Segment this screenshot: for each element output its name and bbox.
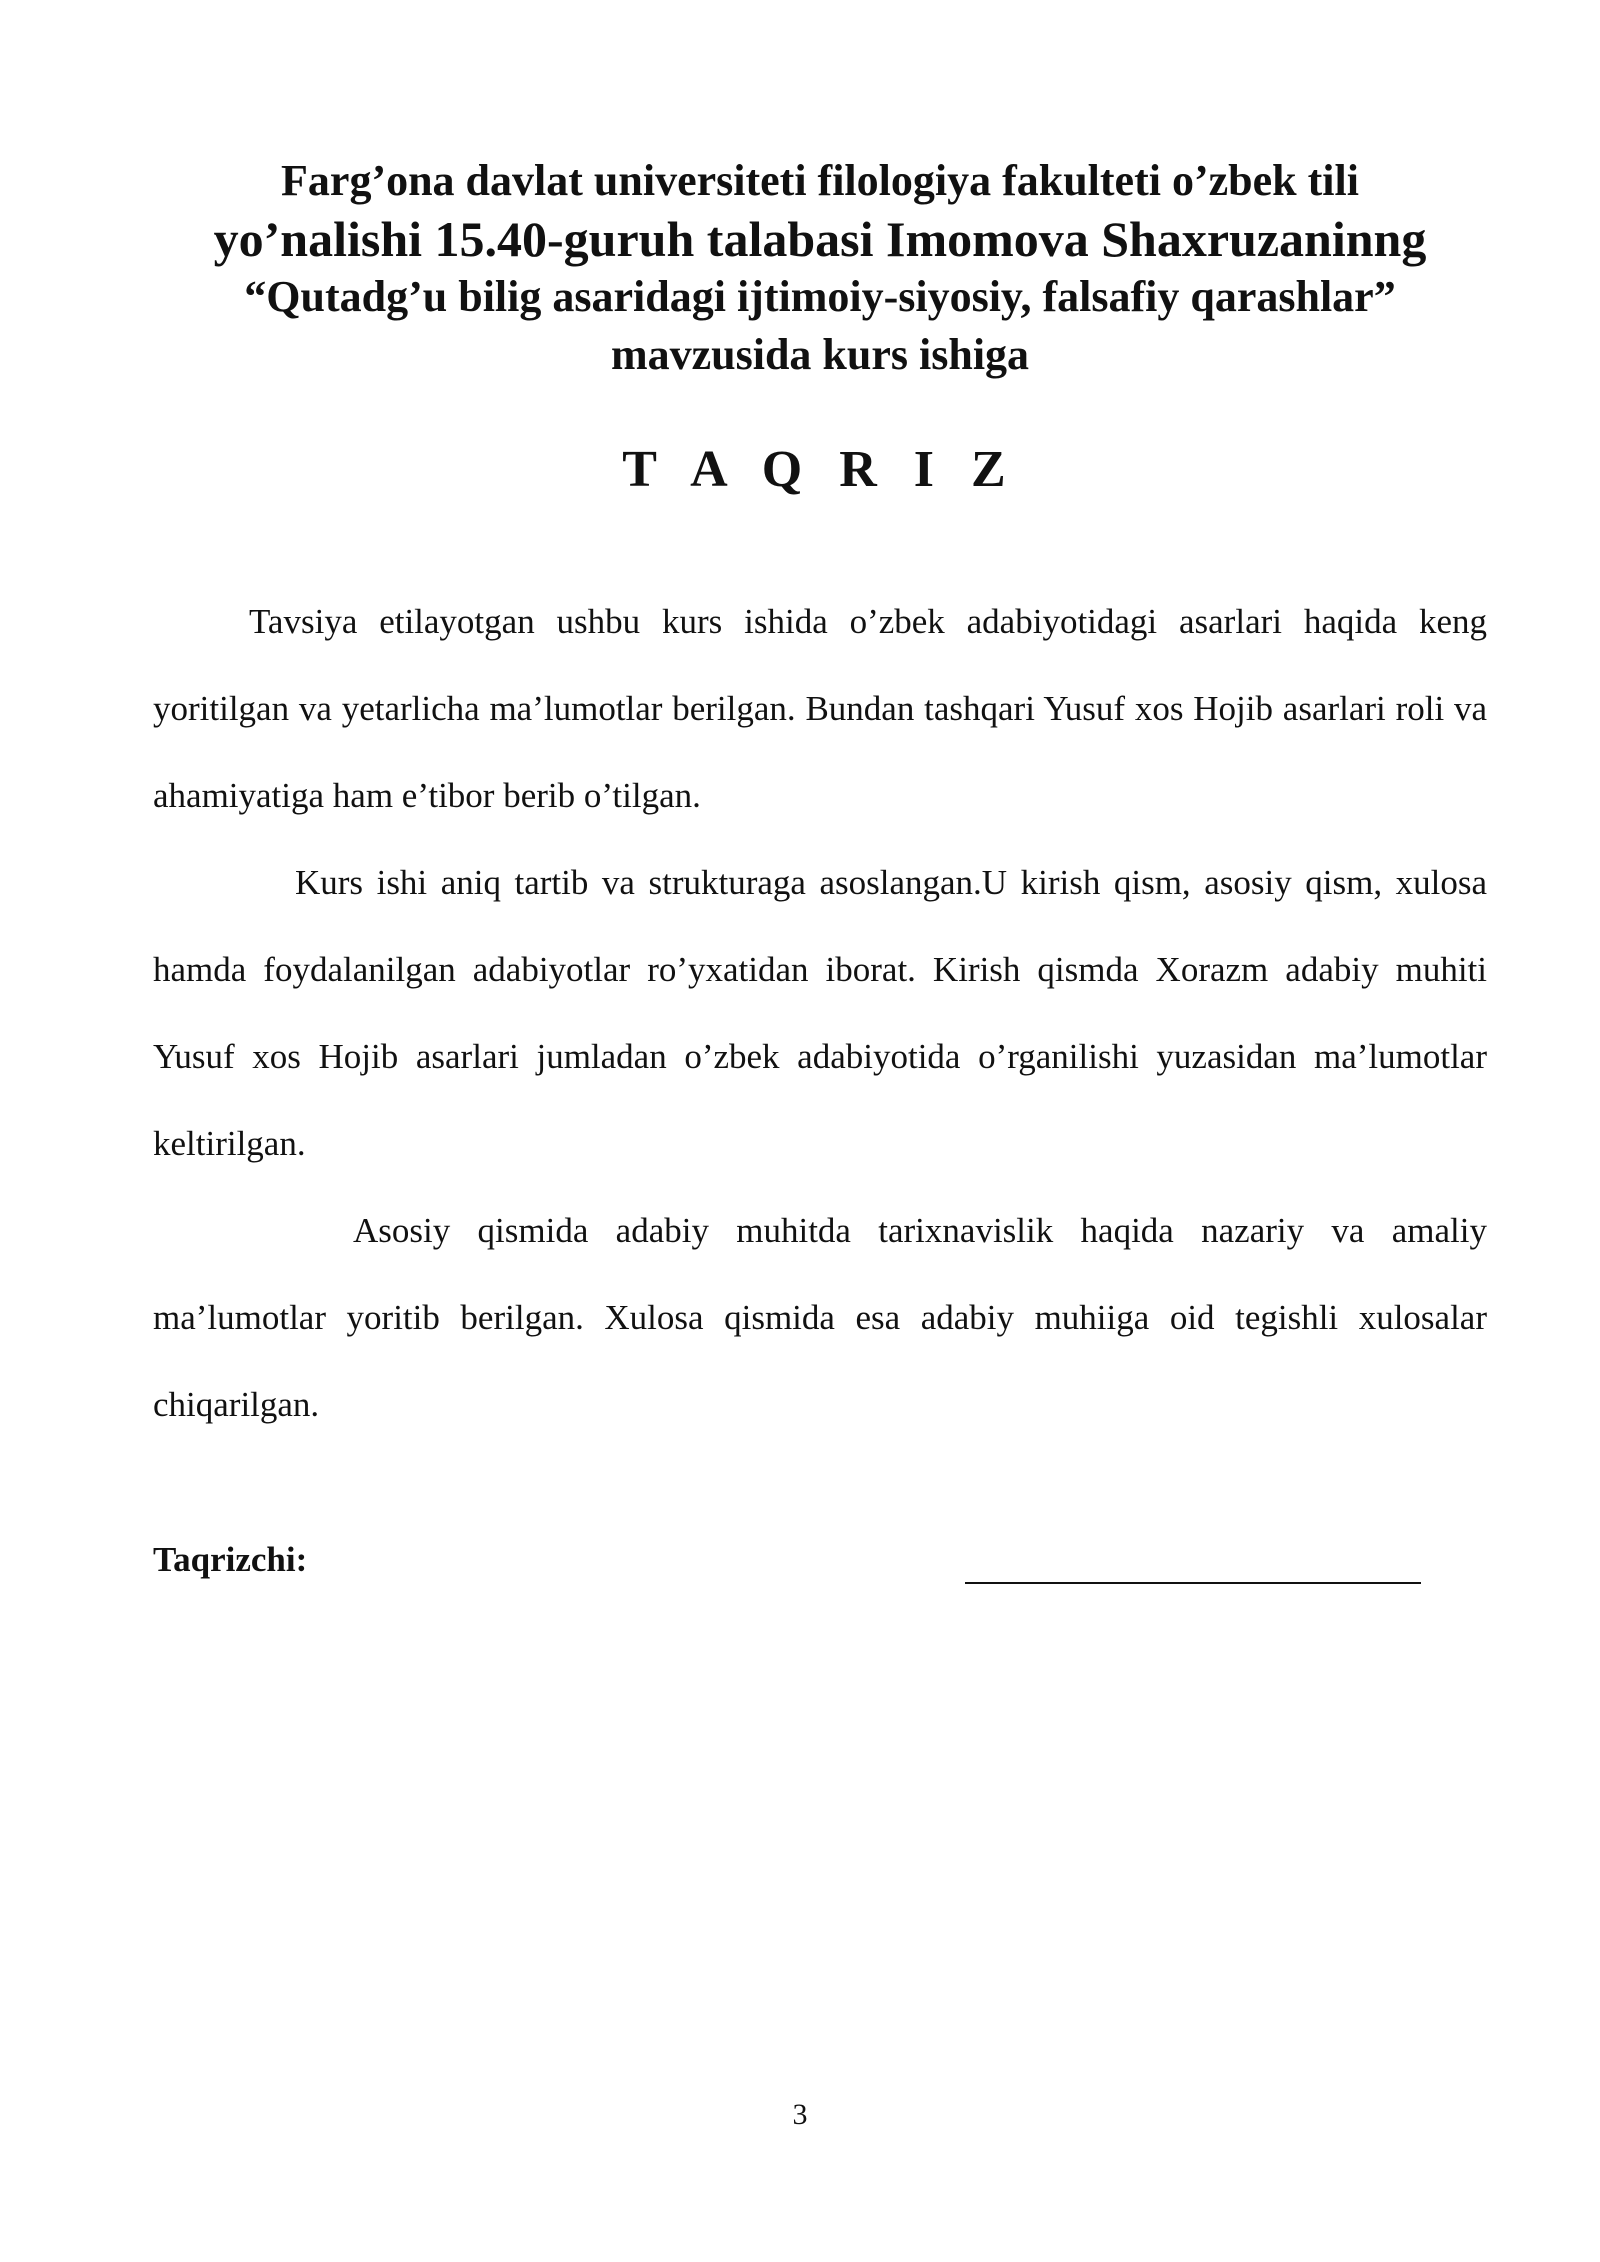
signature-block (153, 1540, 1487, 1600)
signature-line (965, 1582, 1421, 1584)
document-heading (150, 152, 1490, 384)
heading-line-3: “Qutadg’u bilig asaridagi ijtimoiy-siyosiy, falsafiy qarashlar” (244, 272, 1396, 321)
heading-line-4: mavzusida kurs ishiga (610, 330, 1030, 379)
heading-line-2: yo’nalishi 15.40-guruh talabasi Imomova Shaxruzaninng (213, 211, 1427, 267)
paragraph-1: Tavsiya etilayotgan ushbu kurs ishida o’zbek adabiyotidagi asarlari haqida keng yoritilgan va yetarlicha ma’lumotlar berilgan. Bundan tashqari Yusuf xos Hojib asarlari roli va ahamiyatiga ham e’tibor berib o’tilgan. (153, 602, 1487, 815)
document-title: T A Q R I Z (622, 441, 1018, 498)
review-body (153, 578, 1487, 1448)
page-number: 3 (792, 2098, 808, 2131)
heading-line-1: Farg’ona davlat universiteti filologiya fakulteti o’zbek tili (281, 156, 1359, 205)
reviewer-label: Taqrizchi: (153, 1540, 308, 1579)
paragraph-3: Asosiy qismida adabiy muhitda tarixnavislik haqida nazariy va amaliy ma’lumotlar yoritib berilgan. Xulosa qismida esa adabiy muhiiga oid tegishli xulosalar chiqarilgan. (153, 1211, 1487, 1424)
paragraph-2: Kurs ishi aniq tartib va strukturaga asoslangan.U kirish qism, asosiy qism, xulosa hamda foydalanilgan adabiyotlar ro’yxatidan iborat. Kirish qismda Xorazm adabiy muhiti Yusuf xos Hojib asarlari jumladan o’zbek adabiyotida o’rganilishi yuzasidan ma’lumotlar keltirilgan. (153, 863, 1487, 1163)
